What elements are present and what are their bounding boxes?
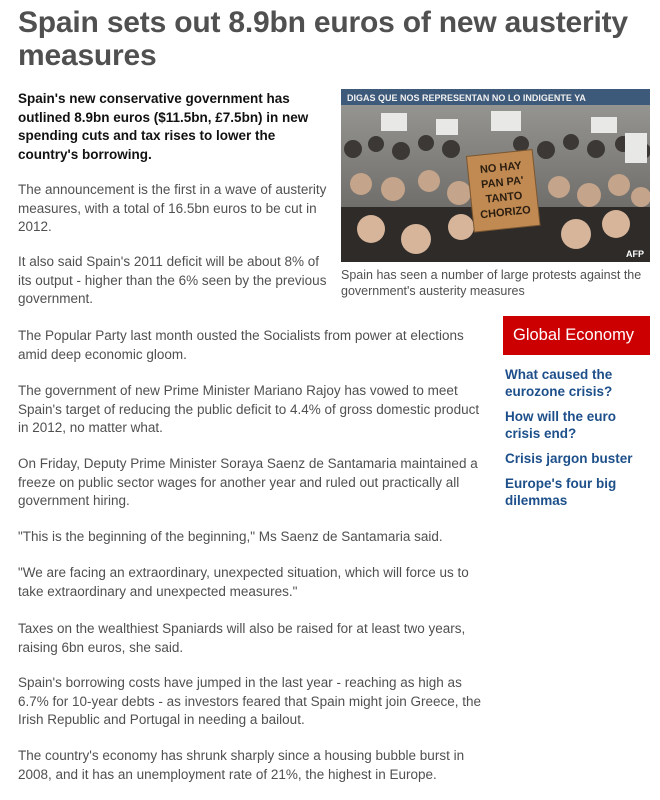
sign-text: PAN PA'	[480, 174, 525, 192]
sign-text: TANTO	[485, 189, 523, 206]
sign-text: CHORIZO	[479, 204, 532, 222]
sidebar-link-list	[505, 366, 650, 517]
protest-photo	[341, 89, 650, 262]
article-paragraph: The announcement is the first in a wave of austerity measures, with a total of 16.5bn euros to be cut in 2012.	[18, 182, 327, 234]
protest-banner-text: DIGAS QUE NOS REPRESENTAN NO LO INDIGENTE YA	[347, 93, 586, 103]
protest-photo-illustration	[341, 89, 650, 262]
article-intro: Spain's new conservative government has outlined 8.9bn euros ($11.5bn, £7.5bn) in new spending cuts and tax rises to lower the country's borrowing.	[18, 91, 309, 162]
photo-credit: AFP	[626, 249, 644, 259]
sidebar-title: Global Economy	[503, 316, 650, 355]
sign-text: NO HAY	[479, 159, 523, 177]
protest-sign	[466, 150, 540, 232]
article-paragraph: Spain's borrowing costs have jumped in the last year - reaching as high as 6.7% for 10-year debts - as investors feared that Spain might join Greece, the Irish Republic and Portugal in needing a bailout.	[18, 675, 481, 727]
photo-caption: Spain has seen a number of large protests against the government's austerity measures	[341, 268, 642, 298]
article-paragraph: "This is the beginning of the beginning," Ms Saenz de Santamaria said.	[18, 529, 443, 544]
sidebar-link-europe-dilemmas[interactable]: Europe's four big dilemmas	[505, 476, 617, 508]
article-paragraph: The government of new Prime Minister Mariano Rajoy has vowed to meet Spain's target of reducing the public deficit to 4.4% of gross domestic product in 2012, no matter what.	[18, 383, 480, 435]
sidebar-link-jargon-buster[interactable]: Crisis jargon buster	[505, 451, 633, 466]
article-paragraph: On Friday, Deputy Prime Minister Soraya Saenz de Santamaria maintained a freeze on public sector wages for another year and ruled out practically all government hiring.	[18, 456, 478, 508]
sidebar-link-euro-crisis-end[interactable]: How will the euro crisis end?	[505, 409, 617, 441]
article-paragraph: "We are facing an extraordinary, unexpected situation, which will force us to take extraordinary and unexpected measures."	[18, 565, 469, 599]
article-paragraph: The Popular Party last month ousted the Socialists from power at elections amid deep economic gloom.	[18, 328, 464, 362]
article-paragraph: The country's economy has shrunk sharply since a housing bubble burst in 2008, and it has an unemployment rate of 21%, the highest in Europe.	[18, 748, 465, 782]
article-headline: Spain sets out 8.9bn euros of new austerity measures	[18, 6, 628, 72]
article-paragraph: Taxes on the wealthiest Spaniards will also be raised for at least two years, raising 6bn euros, she said.	[18, 621, 466, 655]
sidebar-link-eurozone-crisis[interactable]: What caused the eurozone crisis?	[505, 367, 613, 399]
article-paragraph: It also said Spain's 2011 deficit will be about 8% of its output - higher than the 6% seen by the previous government.	[18, 254, 327, 306]
